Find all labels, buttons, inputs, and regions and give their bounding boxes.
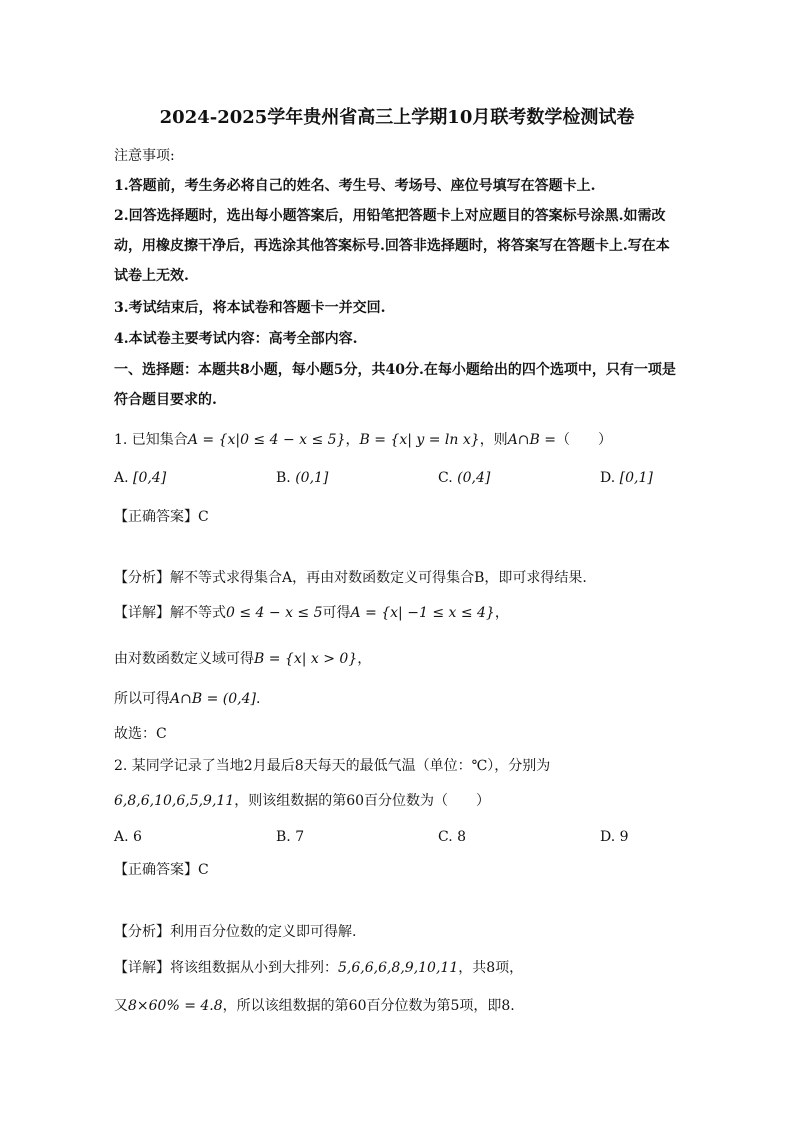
q2-detail-2: 又8×60% = 4.8，所以该组数据的第60百分位数为第5项，即8. [114,998,515,1014]
q2-stem-data: 6,8,6,10,6,5,9,11，则该组数据的第60百分位数为（ ） [114,793,491,809]
q2-detail-1: 【详解】将该组数据从小到大排列：5,6,6,6,8,9,10,11，共8项， [114,960,524,976]
q1-detail-3: 所以可得A∩B = (0,4]. [114,691,261,707]
q1-stem-prefix: 1. 已知集合 [114,432,188,448]
q2-option-c: C. 8 [438,829,467,845]
notice-item-2-cont: 动，用橡皮擦干净后，再选涂其他答案标号.回答非选择题时，将答案写在答题卡上.写在本 [114,238,670,254]
q1-answer: 【正确答案】C [114,509,209,525]
notice-item-1: 1.答题前，考生务必将自己的姓名、考生号、考场号、座位号填写在答题卡上. [114,178,596,194]
notice-item-2-end: 试卷上无效. [114,268,189,284]
notice-heading: 注意事项: [114,148,175,164]
section-heading-cont: 符合题目要求的. [114,392,217,408]
notice-item-2: 2.回答选择题时，选出每小题答案后，用铅笔把答题卡上对应题目的答案标号涂黑.如需改 [114,208,666,224]
q1-sep: ， [345,432,360,448]
q1-conclusion: 故选：C [114,726,167,742]
q1-expr: A∩B = [507,432,556,448]
q1-set-b: B = {x| y = ln x} [359,432,480,448]
q2-option-a: A. 6 [114,829,142,845]
q1-option-b: B. (0,1] [276,470,329,486]
q1-stem [114,430,612,450]
q2-answer: 【正确答案】C [114,862,209,878]
q2-stem: 2. 某同学记录了当地2月最后8天每天的最低气温（单位：℃），分别为 [114,758,551,774]
q1-detail-2: 由对数函数定义域可得B = {x| x > 0}， [114,651,372,667]
q2-option-b: B. 7 [276,829,305,845]
q1-detail-1: 【详解】解不等式0 ≤ 4 − x ≤ 5可得A = {x| −1 ≤ x ≤ 4}， [114,605,509,621]
q1-option-d: D. [0,1] [600,470,653,486]
q1-option-c: C. (0,4] [438,470,491,486]
notice-item-3: 3.考试结束后，将本试卷和答题卡一并交回. [114,300,386,316]
q2-analysis: 【分析】利用百分位数的定义即可得解. [114,924,357,940]
q2-option-d: D. 9 [600,829,629,845]
page-title: 2024-2025学年贵州省高三上学期10月联考数学检测试卷 [159,107,635,128]
q1-option-a: A. [0,4] [114,470,167,486]
q1-analysis: 【分析】解不等式求得集合A，再由对数函数定义可得集合B，即可求得结果. [114,570,587,586]
section-heading: 一、选择题：本题共8小题，每小题5分，共40分.在每小题给出的四个选项中，只有一项是 [114,362,676,378]
q1-set-a: A = {x|0 ≤ 4 − x ≤ 5} [187,432,346,448]
q1-paren: （ ） [556,432,612,448]
q1-stem-suffix: ，则 [479,432,508,448]
notice-item-4: 4.本试卷主要考试内容：高考全部内容. [114,331,358,347]
